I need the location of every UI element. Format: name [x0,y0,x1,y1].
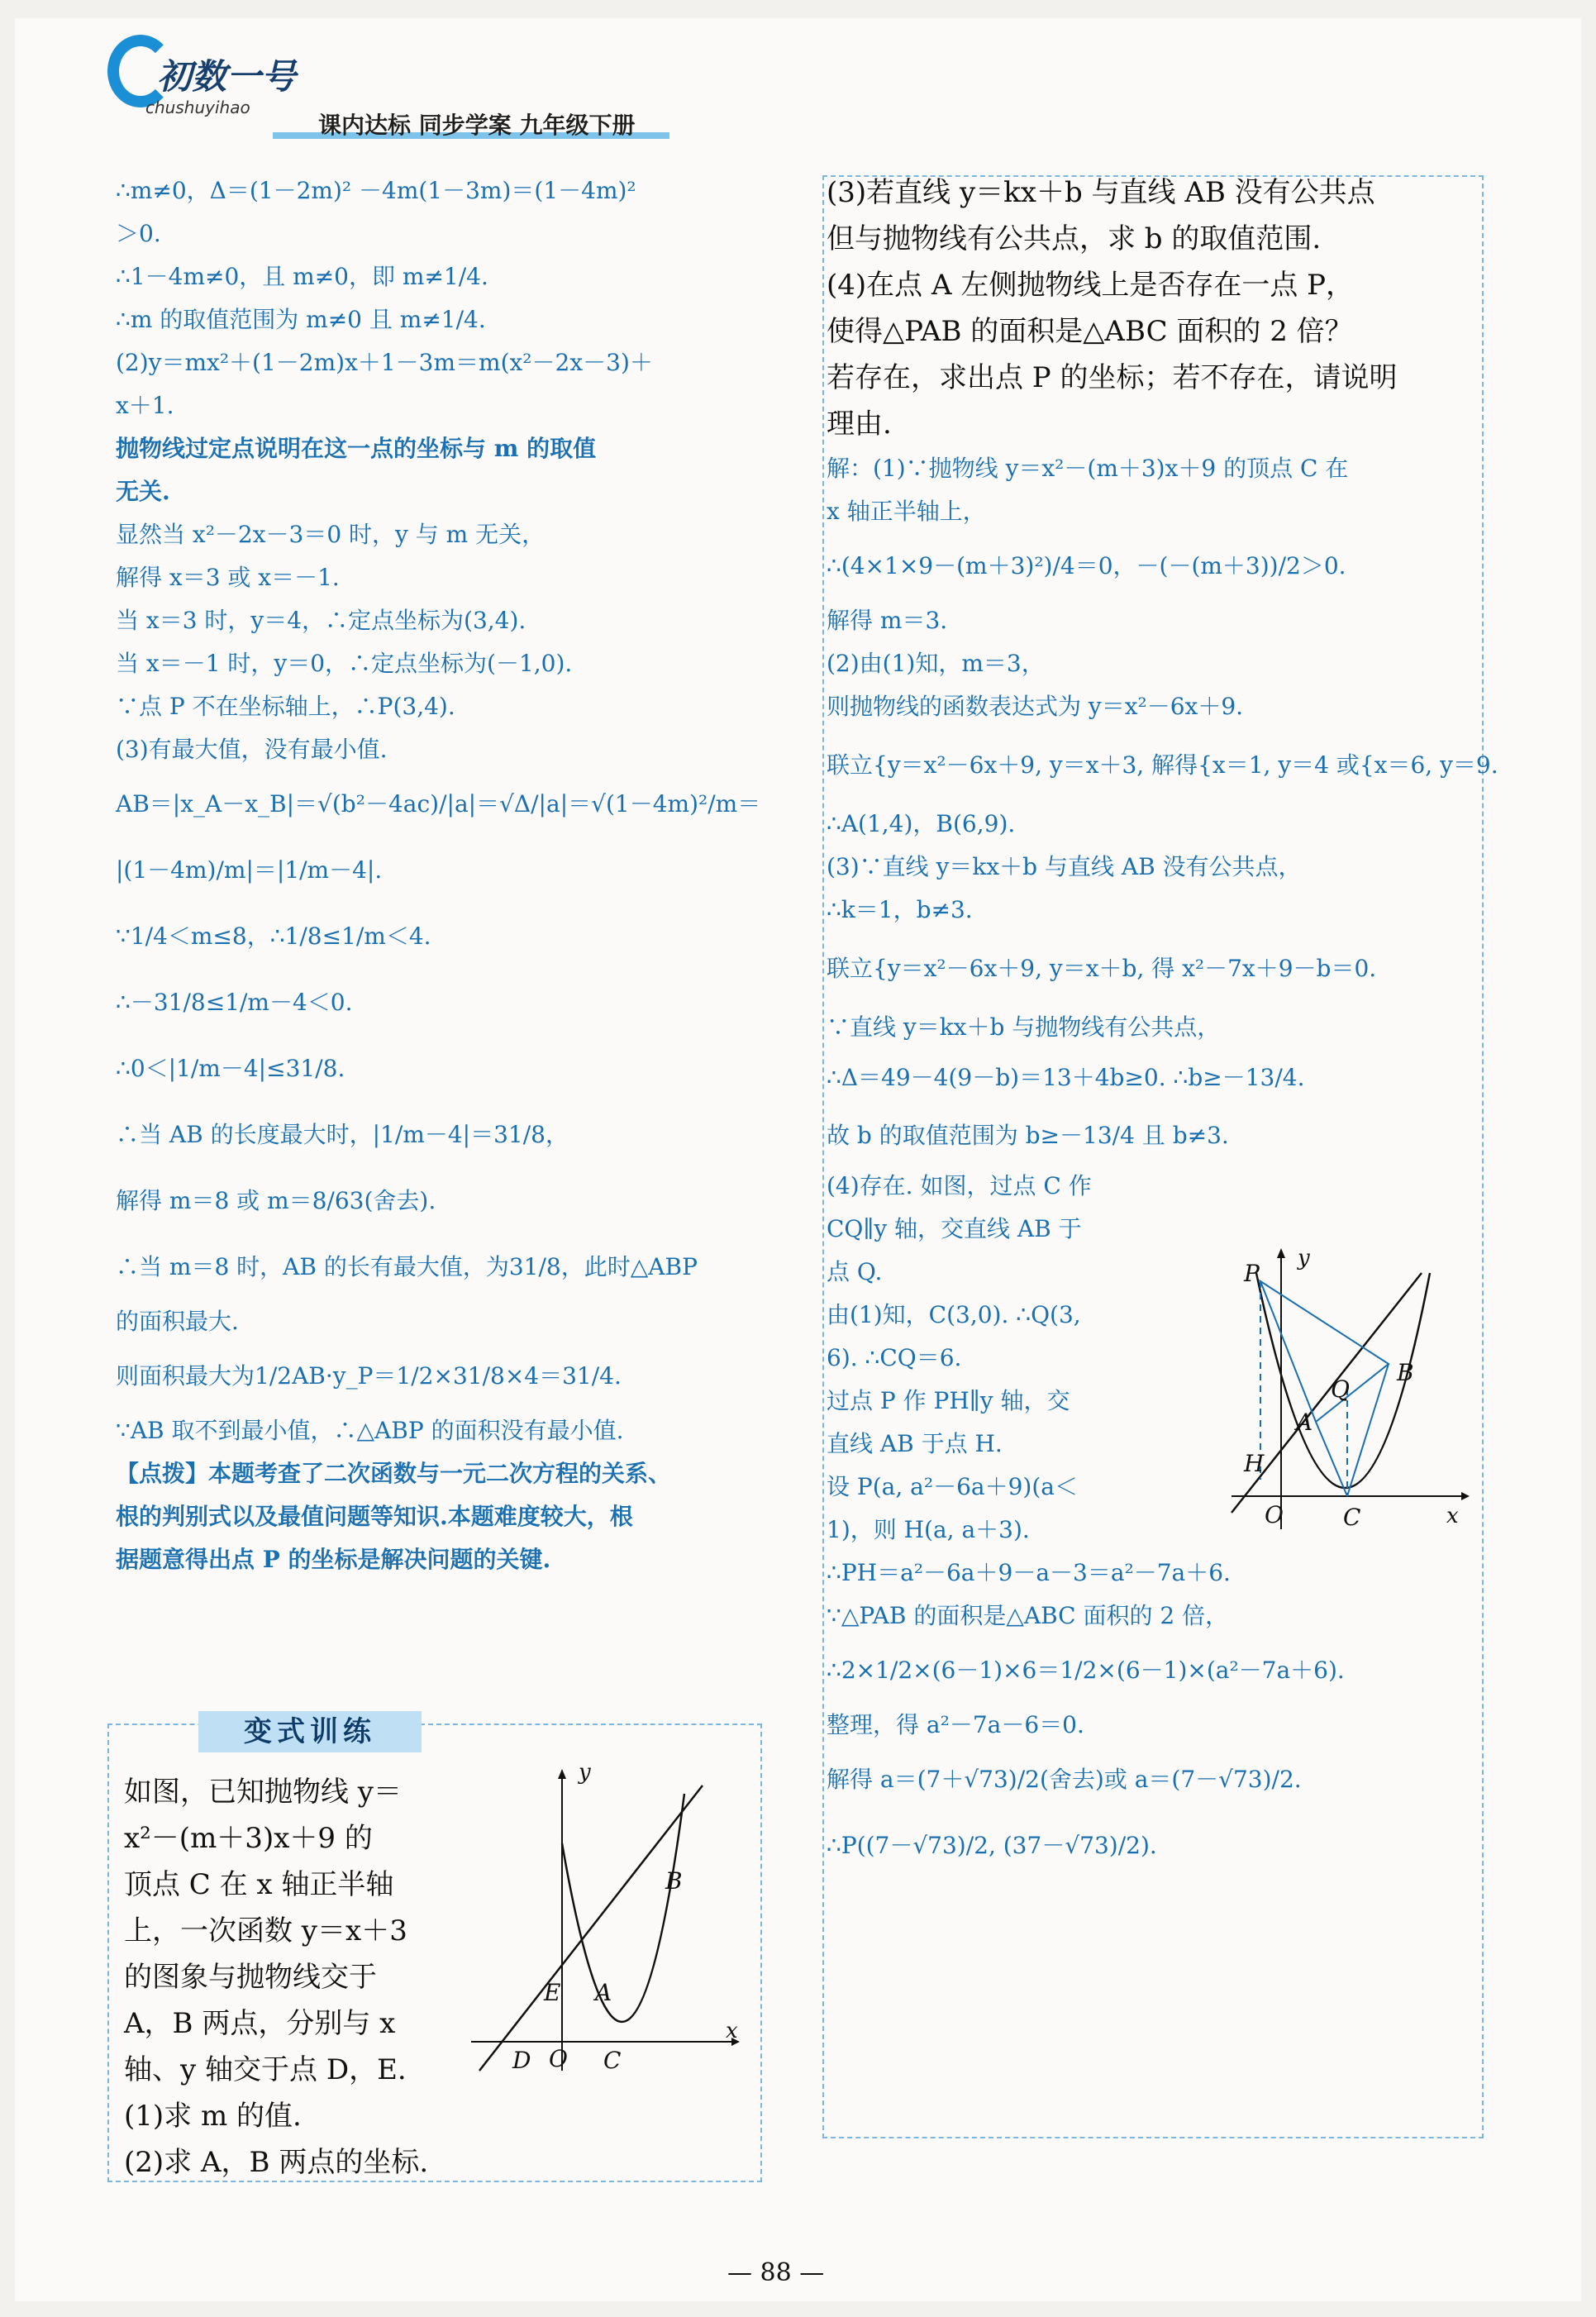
answer-line: 直线 AB 于点 H. [827,1430,1003,1457]
exercise-line: x²－(m＋3)x＋9 的 [124,1822,373,1855]
answer-line: 解：(1)∵抛物线 y＝x²－(m＋3)x＋9 的顶点 C 在 [827,455,1349,482]
label-o: O [1265,1501,1284,1528]
exercise-line: (2)求 A，B 两点的坐标. [124,2146,429,2179]
segment-bc [1347,1364,1389,1496]
header-title: 课内达标 同步学案 九年级下册 [318,112,636,139]
answer-line: ∴(4×1×9－(m＋3)²)/4＝0，－(－(m＋3))/2＞0. [827,552,1346,579]
question-line: 理由. [827,408,892,441]
left-line: (2)y＝mx²＋(1－2m)x＋1－3m＝m(x²－2x－3)＋ [116,349,653,376]
label-p: P [1244,1260,1260,1287]
answer-line: 点 Q. [827,1258,883,1285]
label-o: O [549,2045,568,2072]
label-c: C [603,2047,622,2074]
exercise-line: 轴、y 轴交于点 D，E. [124,2053,407,2086]
label-x: x [1446,1504,1459,1528]
left-line: x＋1. [116,392,174,419]
logo-text: 初数一号 [157,56,297,97]
left-line: ＞0. [116,220,161,247]
line-ab [479,1785,703,2071]
label-b: B [1397,1359,1414,1386]
label-d: D [512,2047,531,2074]
question-line: (4)在点 A 左侧抛物线上是否存在一点 P， [827,269,1355,302]
left-line: |(1－4m)/m|＝|1/m－4|. [116,856,383,884]
left-line: ∵点 P 不在坐标轴上，∴P(3,4). [116,693,455,720]
answer-line: 整理，得 a²－7a－6＝0. [827,1711,1084,1738]
exercise-line: A，B 两点，分别与 x [124,2007,396,2040]
left-line: 解得 x＝3 或 x＝－1. [116,564,340,591]
label-c: C [1343,1504,1361,1531]
answer-line: 设 P(a, a²－6a＋9)(a＜ [827,1473,1078,1500]
left-line: 显然当 x²－2x－3＝0 时，y 与 m 无关， [116,521,545,548]
exercise-line: (1)求 m 的值. [124,2100,302,2133]
answer-line: 解得 a＝(7＋√73)/2(舍去)或 a＝(7－√73)/2. [827,1766,1302,1793]
answer-line: (3)∵直线 y＝kx＋b 与直线 AB 没有公共点， [827,853,1302,880]
tip-line: 根的判别式以及最值问题等知识.本题难度较大，根 [116,1503,633,1530]
label-y: y [579,1761,591,1785]
answer-line: (4)存在. 如图，过点 C 作 [827,1172,1092,1199]
label-x: x [726,2019,738,2043]
answer-line: ∵△PAB 的面积是△ABC 面积的 2 倍， [827,1602,1229,1629]
right-column [827,169,1498,1879]
y-axis-arrow-icon [1277,1248,1285,1258]
left-line: ∴－31/8≤1/m－4＜0. [116,989,353,1016]
answer-line: 由(1)知，C(3,0). ∴Q(3, [827,1301,1081,1328]
exercise-title: 变式训练 [198,1711,422,1752]
left-line: AB＝|x_A－x_B|＝√(b²－4ac)/|a|＝√Δ/|a|＝√(1－4m)²/m＝ [116,790,761,818]
question-line: (3)若直线 y＝kx＋b 与直线 AB 没有公共点 [827,176,1375,209]
answer-line: 1)，则 H(a, a＋3). [827,1516,1030,1543]
left-line: 的面积最大. [116,1308,239,1335]
exercise-line: 如图，已知抛物线 y＝ [124,1776,403,1809]
answer-line: ∴PH＝a²－6a＋9－a－3＝a²－7a＋6. [827,1559,1231,1586]
label-y: y [1298,1246,1310,1271]
exercise-text [124,1769,471,2186]
left-line: ∴当 m＝8 时，AB 的长有最大值，为31/8，此时△ABP [116,1253,698,1280]
left-line: ∵1/4＜m≤8，∴1/8≤1/m＜4. [116,923,431,950]
left-line: ∴m≠0，Δ＝(1－2m)² －4m(1－3m)＝(1－4m)² [116,177,636,204]
exercise-line: 的图象与抛物线交于 [124,1961,377,1994]
label-b: B [665,1867,683,1895]
answer-line: ∵直线 y＝kx＋b 与抛物线有公共点， [827,1013,1221,1041]
left-line: 则面积最大为1/2AB·y_P＝1/2×31/8×4＝31/4. [116,1362,622,1390]
parabola [562,1794,684,2022]
answer-line: CQ∥y 轴，交直线 AB 于 [827,1215,1082,1242]
question-line: 但与抛物线有公共点，求 b 的取值范围. [827,222,1322,255]
answer-line: 联立{y＝x²－6x＋9, y＝x＋3, 解得{x＝1, y＝4 或{x＝6, y＝9. [827,751,1498,779]
answer-line: 联立{y＝x²－6x＋9, y＝x＋b, 得 x²－7x＋9－b＝0. [827,955,1377,982]
page-number: — 88 — [727,2258,825,2287]
answer-line: ∴2×1/2×(6－1)×6＝1/2×(6－1)×(a²－7a＋6). [827,1657,1345,1684]
answer-line: ∴Δ＝49－4(9－b)＝13＋4b≥0. ∴b≥－13/4. [827,1064,1305,1091]
left-line: 当 x＝－1 时，y＝0，∴定点坐标为(－1,0). [116,650,573,677]
left-line: 解得 m＝8 或 m＝8/63(舍去). [116,1187,436,1214]
left-column [116,169,777,1581]
exercise-graph [463,1761,744,2075]
label-h: H [1244,1450,1265,1477]
answer-line: ∴P((7－√73)/2, (37－√73)/2). [827,1832,1157,1859]
left-line: ∴0＜|1/m－4|≤31/8. [116,1055,345,1082]
left-line: ∴m 的取值范围为 m≠0 且 m≠1/4. [116,306,486,333]
left-line: ∵AB 取不到最小值，∴△ABP 的面积没有最小值. [116,1417,624,1444]
tip-line: 【点拨】本题考查了二次函数与一元二次方程的关系、 [116,1460,672,1487]
label-a: A [1296,1409,1313,1436]
left-line: ∴当 AB 的长度最大时，|1/m－4|＝31/8， [116,1121,569,1148]
y-axis-arrow-icon [558,1769,566,1779]
triangle-pab [1260,1281,1389,1422]
answer-line: 解得 m＝3. [827,607,948,634]
answer-line: x 轴正半轴上， [827,498,986,525]
left-line: 当 x＝3 时，y＝4，∴定点坐标为(3,4). [116,607,526,634]
logo-subtitle: chushuyihao [145,98,250,117]
answer-line: ∴A(1,4)，B(6,9). [827,810,1016,837]
label-q: Q [1331,1375,1350,1403]
answer-line: 过点 P 作 PH∥y 轴，交 [827,1387,1070,1414]
exercise-line: 顶点 C 在 x 轴正半轴 [124,1868,394,1901]
answer-line: (2)由(1)知，m＝3， [827,650,1045,677]
answer-line: 故 b 的取值范围为 b≥－13/4 且 b≠3. [827,1122,1229,1149]
solution-graph [1223,1240,1471,1538]
left-line: 无关. [116,478,170,505]
label-e: E [544,1979,561,2006]
segment-ac [1316,1422,1347,1496]
left-line: ∴1－4m≠0，且 m≠0，即 m≠1/4. [116,263,488,290]
answer-line: 则抛物线的函数表达式为 y＝x²－6x＋9. [827,693,1244,720]
answer-line: ∴k＝1，b≠3. [827,896,973,923]
question-line: 若存在，求出点 P 的坐标；若不存在，请说明 [827,361,1398,394]
exercise-line: 上，一次函数 y＝x＋3 [124,1914,407,1948]
x-axis-arrow-icon [1461,1492,1470,1500]
left-line: 抛物线过定点说明在这一点的坐标与 m 的取值 [116,435,597,462]
question-line: 使得△PAB 的面积是△ABC 面积的 2 倍？ [827,315,1353,348]
answer-line: 6). ∴CQ＝6. [827,1344,962,1371]
label-a: A [595,1979,612,2006]
left-line: (3)有最大值，没有最小值. [116,736,388,763]
tip-line: 据题意得出点 P 的坐标是解决问题的关键. [116,1546,551,1573]
